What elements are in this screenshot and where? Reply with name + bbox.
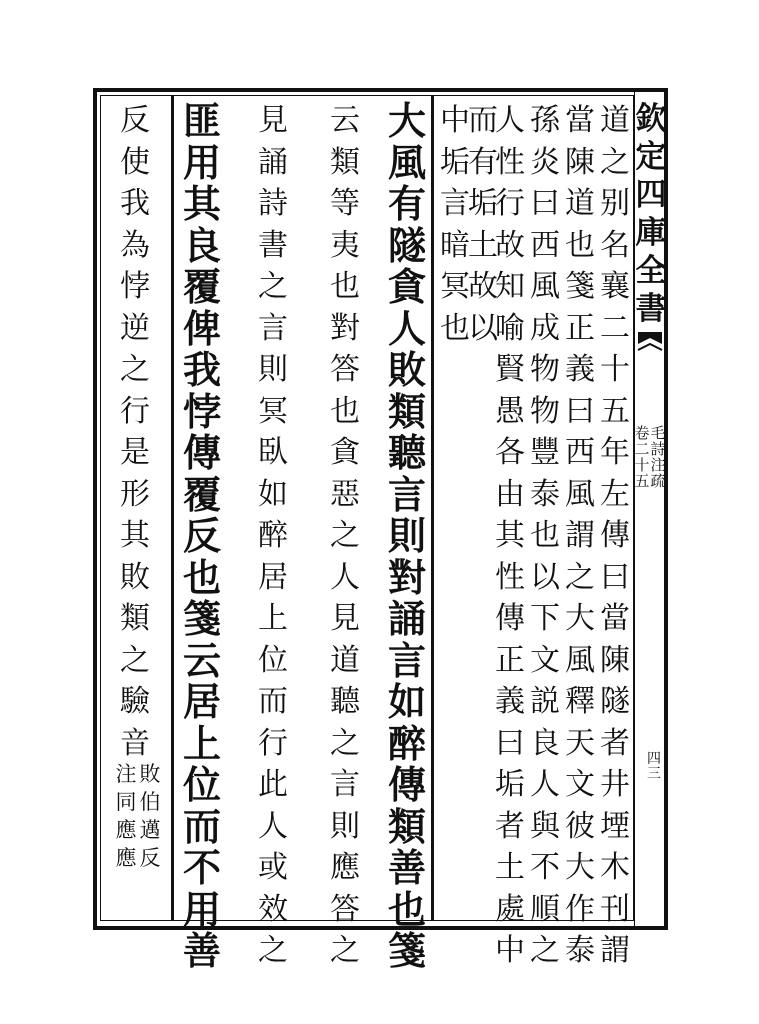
text-column-8: 云類等夷也對答也貪惡之人見道聽之言則應答之 [330,103,360,968]
small-annotation-pair [108,760,168,872]
column-divider [431,95,434,921]
main-text-column-2: 匪用其良覆俾我悖傳覆反也箋云居上位而不用善 [182,98,221,973]
text-column-6: 中垢言暗冥也 [440,103,470,346]
fishtail-mark-icon [636,330,664,370]
text-column-3: 孫炎曰西風成物物豐泰也以下文説良人與不順之 [530,103,560,968]
book-series-title: 欽定四庫全書 [635,101,667,327]
text-column-9: 見誦詩書之言則冥臥如醉居上位而行此人或效之 [258,103,288,968]
annotation-left: 注同應應 [115,762,137,870]
page-number: 四三 [647,751,661,782]
text-column-4: 人性行故知喻賢愚各由其性傳正義曰垢者土處中 [495,103,525,968]
text-column-1: 道之别名襄二十五年左傳曰當陳隧者井堙木刊謂 [600,103,630,968]
annotation-right: 敗伯邁反 [139,762,161,870]
text-column-2: 當陳道也箋正義曰西風謂之大風釋天文彼大作泰 [565,103,595,968]
book-title: 毛詩注疏 [650,424,666,490]
text-column-5: 而有垢土故以 [468,103,498,346]
volume-label: 卷二十五 [634,424,650,490]
text-column-11: 反使我為悖逆之行是形其敗類之驗音 [120,103,150,760]
main-text-column-1: 大風有隧貪人敗類聽言則對誦言如醉傳類善也箋 [387,98,426,973]
column-divider [171,95,174,921]
